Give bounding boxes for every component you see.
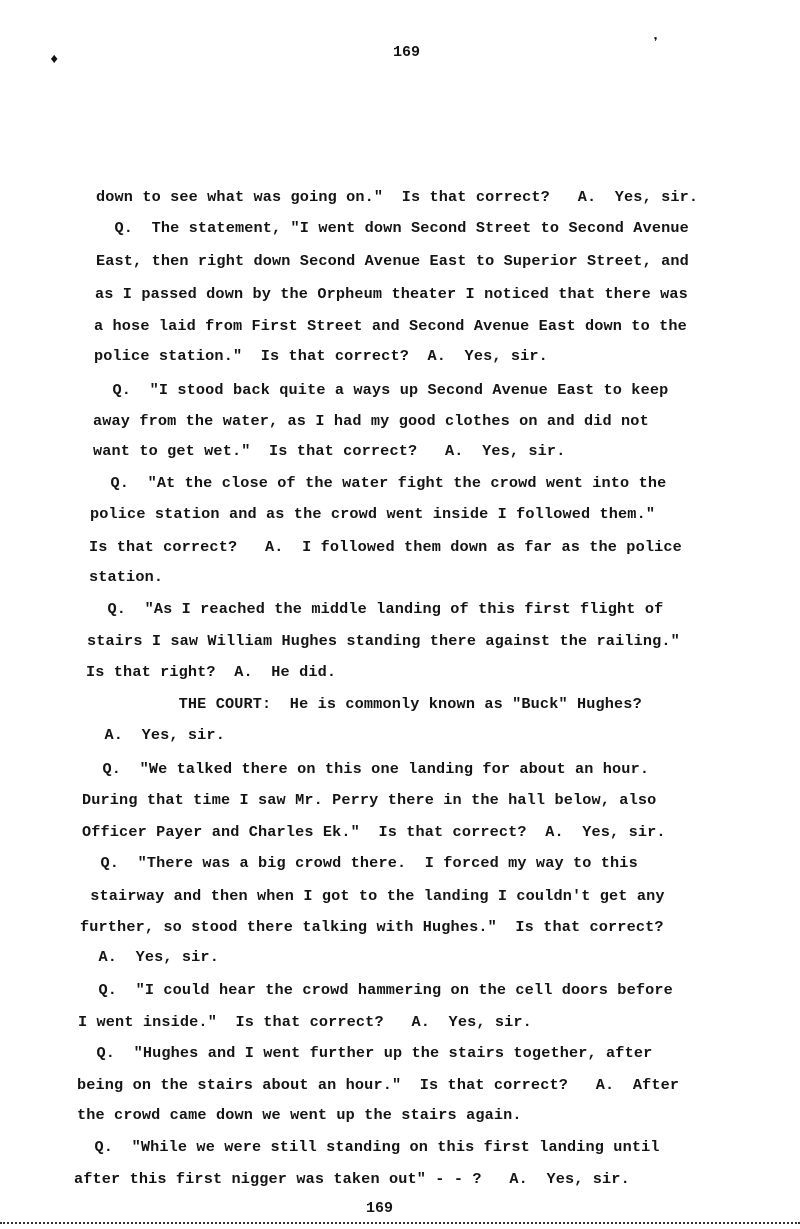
- transcript-line: A. Yes, sir.: [80, 948, 219, 966]
- court-remark-line: THE COURT: He is commonly known as "Buck" Hughes?: [86, 695, 642, 713]
- transcript-line: a hose laid from First Street and Second Avenue East down to the: [94, 317, 687, 335]
- transcript-line: as I passed down by the Orpheum theater I noticed that there was: [95, 285, 688, 303]
- transcript-line: after this first nigger was taken out" - - ? A. Yes, sir.: [74, 1170, 630, 1188]
- transcript-line: Officer Payer and Charles Ek." Is that correct? A. Yes, sir.: [82, 823, 666, 841]
- transcript-line: down to see what was going on." Is that correct? A. Yes, sir.: [96, 188, 699, 206]
- transcript-line: Is that correct? A. I followed them down as far as the police: [89, 538, 682, 556]
- transcript-line: A. Yes, sir.: [86, 726, 225, 744]
- transcript-line: Q. "While we were still standing on this first landing until: [76, 1138, 660, 1156]
- transcript-line: Q. "At the close of the water fight the crowd went into the: [92, 474, 667, 492]
- transcript-line: stairway and then when I got to the landing I couldn't get any: [81, 887, 665, 905]
- margin-mark-right: ❜: [651, 36, 661, 53]
- transcript-line: East, then right down Second Avenue East to Superior Street, and: [96, 252, 689, 270]
- page-number-bottom: 169: [366, 1200, 394, 1217]
- margin-mark-left: ♦: [50, 52, 59, 68]
- transcript-line: police station and as the crowd went inside I followed them.": [90, 505, 656, 523]
- transcript-line: Q. "I could hear the crowd hammering on the cell doors before: [80, 981, 673, 999]
- transcript-line: Q. The statement, "I went down Second Street to Second Avenue: [96, 219, 689, 237]
- transcript-line: away from the water, as I had my good clothes on and did not: [93, 412, 649, 430]
- transcript-line: During that time I saw Mr. Perry there in the hall below, also: [82, 791, 657, 809]
- transcript-line: further, so stood there talking with Hughes." Is that correct?: [80, 918, 664, 936]
- transcript-line: Q. "We talked there on this one landing for about an hour.: [84, 760, 650, 778]
- transcript-line: the crowd came down we went up the stairs again.: [77, 1106, 522, 1124]
- transcript-line: Q. "Hughes and I went further up the stairs together, after: [78, 1044, 653, 1062]
- transcript-line: stairs I saw William Hughes standing there against the railing.": [87, 632, 680, 650]
- transcript-line: Is that right? A. He did.: [86, 663, 337, 681]
- transcript-line: Q. "I stood back quite a ways up Second Avenue East to keep: [94, 381, 669, 399]
- transcript-line: I went inside." Is that correct? A. Yes, sir.: [78, 1013, 532, 1031]
- transcript-line: Q. "There was a big crowd there. I forced my way to this: [82, 854, 638, 872]
- transcript-line: station.: [89, 568, 164, 586]
- transcript-line: Q. "As I reached the middle landing of this first flight of: [89, 600, 664, 618]
- transcript-line: want to get wet." Is that correct? A. Yes, sir.: [93, 442, 566, 460]
- page-bottom-edge: [0, 1222, 800, 1224]
- page-number-top: 169: [393, 44, 421, 61]
- transcript-line: being on the stairs about an hour." Is that correct? A. After: [77, 1076, 680, 1094]
- transcript-line: police station." Is that correct? A. Yes, sir.: [94, 347, 548, 365]
